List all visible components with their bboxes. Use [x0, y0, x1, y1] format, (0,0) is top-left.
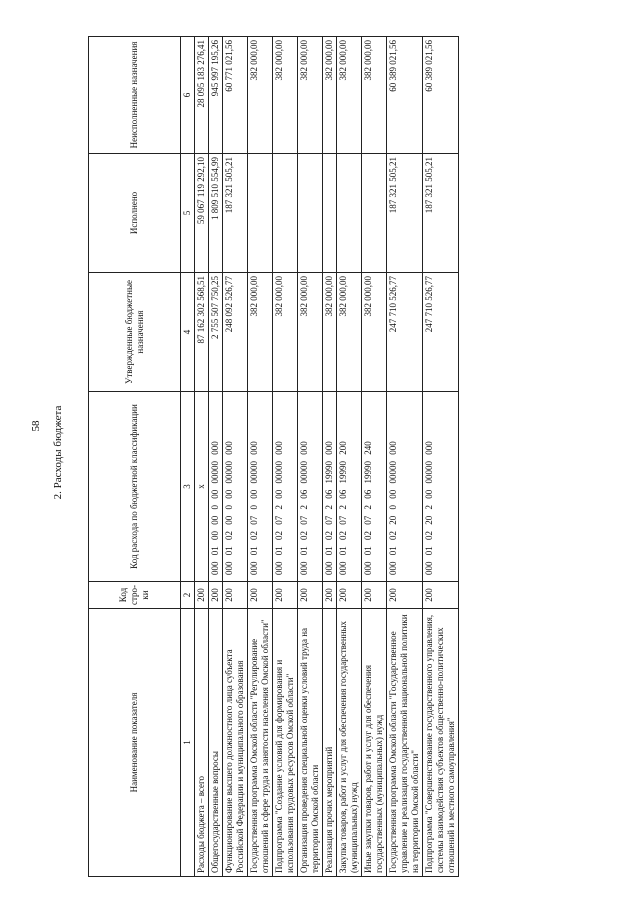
row-executed — [248, 154, 273, 273]
row-approved: 382 000,00 — [273, 273, 298, 392]
page-number: 58 — [30, 420, 42, 432]
row-name: Общегосударственные вопросы — [209, 609, 223, 877]
row-budget-code: 000 01 02 20 0 00 00000 000 — [387, 392, 423, 582]
row-unexecuted: 28 095 183 276,41 — [195, 37, 209, 154]
row-line-code: 200 — [195, 582, 209, 609]
row-unexecuted: 382 000,00 — [298, 37, 323, 154]
row-executed — [298, 154, 323, 273]
row-name: Организация проведения специальной оценки условий труда на территории Омской области — [298, 609, 323, 877]
column-number-row — [181, 37, 195, 877]
row-approved: 382 000,00 — [248, 273, 273, 392]
row-approved: 382 000,00 — [337, 273, 362, 392]
row-executed: 187 321 505,21 — [223, 154, 248, 273]
row-unexecuted: 382 000,00 — [323, 37, 337, 154]
row-name: Государственная программа Омской области "Регулирование отношений в сфере труда и занятости населения Омской области" — [248, 609, 273, 877]
row-executed: 1 809 510 554,99 — [209, 154, 223, 273]
row-line-code: 200 — [248, 582, 273, 609]
row-name: Закупка товаров, работ и услуг для обеспечения государственных (муниципальных) нужд — [337, 609, 362, 877]
row-approved: 247 710 526,77 — [387, 273, 423, 392]
row-line-code: 200 — [337, 582, 362, 609]
row-executed — [337, 154, 362, 273]
row-line-code: 200 — [362, 582, 387, 609]
table-row — [362, 37, 387, 877]
header-budget-code: Код расхода по бюджетной классификации — [89, 392, 181, 582]
table-row — [209, 37, 223, 877]
row-budget-code: 000 01 02 00 0 00 00000 000 — [223, 392, 248, 582]
row-executed: 187 321 505,21 — [387, 154, 423, 273]
row-line-code: 200 — [387, 582, 423, 609]
header-approved: Утвержденные бюджетные назначения — [89, 273, 181, 392]
row-approved: 247 710 526,77 — [423, 273, 459, 392]
row-executed — [323, 154, 337, 273]
row-budget-code: x — [195, 392, 209, 582]
row-unexecuted: 60 389 021,56 — [423, 37, 459, 154]
table-row — [223, 37, 248, 877]
column-number: 3 — [181, 392, 195, 582]
table-row — [298, 37, 323, 877]
row-executed: 59 067 119 292,10 — [195, 154, 209, 273]
row-budget-code: 000 01 02 20 2 00 00000 000 — [423, 392, 459, 582]
header-row — [89, 37, 181, 877]
row-line-code: 200 — [323, 582, 337, 609]
row-name: Подпрограмма "Совершенствование государственного управления, системы взаимодействия субъектов общественно-политических отношений и местного самоуправления" — [423, 609, 459, 877]
row-executed — [362, 154, 387, 273]
column-number: 6 — [181, 37, 195, 154]
row-unexecuted: 382 000,00 — [273, 37, 298, 154]
row-line-code: 200 — [298, 582, 323, 609]
row-approved: 382 000,00 — [298, 273, 323, 392]
row-approved: 87 162 302 568,51 — [195, 273, 209, 392]
row-executed: 187 321 505,21 — [423, 154, 459, 273]
row-name: Иные закупки товаров, работ и услуг для обеспечения государственных (муниципальных) нужд — [362, 609, 387, 877]
column-number: 1 — [181, 609, 195, 877]
row-line-code: 200 — [423, 582, 459, 609]
column-number: 2 — [181, 582, 195, 609]
table-row — [337, 37, 362, 877]
table-row — [323, 37, 337, 877]
row-unexecuted: 60 389 021,56 — [387, 37, 423, 154]
row-line-code: 200 — [273, 582, 298, 609]
row-name: Расходы бюджета – всего — [195, 609, 209, 877]
row-approved: 248 092 526,77 — [223, 273, 248, 392]
header-line-code: Код стро- ки — [89, 582, 181, 609]
row-name: Государственная программа Омской области "Государственное управление и реализация государственной национальной политики на территории Омской области" — [387, 609, 423, 877]
table-row — [273, 37, 298, 877]
header-executed: Исполнено — [89, 154, 181, 273]
row-unexecuted: 382 000,00 — [248, 37, 273, 154]
section-title: 2. Расходы бюджета — [52, 405, 64, 500]
header-name: Наименование показателя — [89, 609, 181, 877]
row-approved: 2 755 507 750,25 — [209, 273, 223, 392]
column-number: 4 — [181, 273, 195, 392]
table-row — [248, 37, 273, 877]
row-name: Реализация прочих мероприятий — [323, 609, 337, 877]
row-unexecuted: 382 000,00 — [337, 37, 362, 154]
row-line-code: 200 — [223, 582, 248, 609]
row-budget-code: 000 01 02 07 2 00 00000 000 — [273, 392, 298, 582]
row-unexecuted: 945 997 195,26 — [209, 37, 223, 154]
table-row — [387, 37, 423, 877]
row-approved: 382 000,00 — [323, 273, 337, 392]
row-executed — [273, 154, 298, 273]
row-unexecuted: 60 771 021,56 — [223, 37, 248, 154]
row-budget-code: 000 01 00 00 0 00 00000 000 — [209, 392, 223, 582]
row-budget-code: 000 01 02 07 2 06 00000 000 — [298, 392, 323, 582]
row-name: Функционирование высшего должностного лица субъекта Российской Федерации и муниципального образования — [223, 609, 248, 877]
table-row — [195, 37, 209, 877]
column-number: 5 — [181, 154, 195, 273]
row-unexecuted: 382 000,00 — [362, 37, 387, 154]
row-budget-code: 000 01 02 07 2 06 19990 200 — [337, 392, 362, 582]
row-approved: 382 000,00 — [362, 273, 387, 392]
row-budget-code: 000 01 02 07 2 06 19990 000 — [323, 392, 337, 582]
header-unexecuted: Неисполненные назначения — [89, 37, 181, 154]
row-budget-code: 000 01 02 07 0 00 00000 000 — [248, 392, 273, 582]
expenses-table — [88, 36, 459, 877]
row-budget-code: 000 01 02 07 2 06 19990 240 — [362, 392, 387, 582]
row-line-code: 200 — [209, 582, 223, 609]
table-row — [423, 37, 459, 877]
row-name: Подпрограмма "Создание условий для формирования и использования трудовых ресурсов Омской области" — [273, 609, 298, 877]
